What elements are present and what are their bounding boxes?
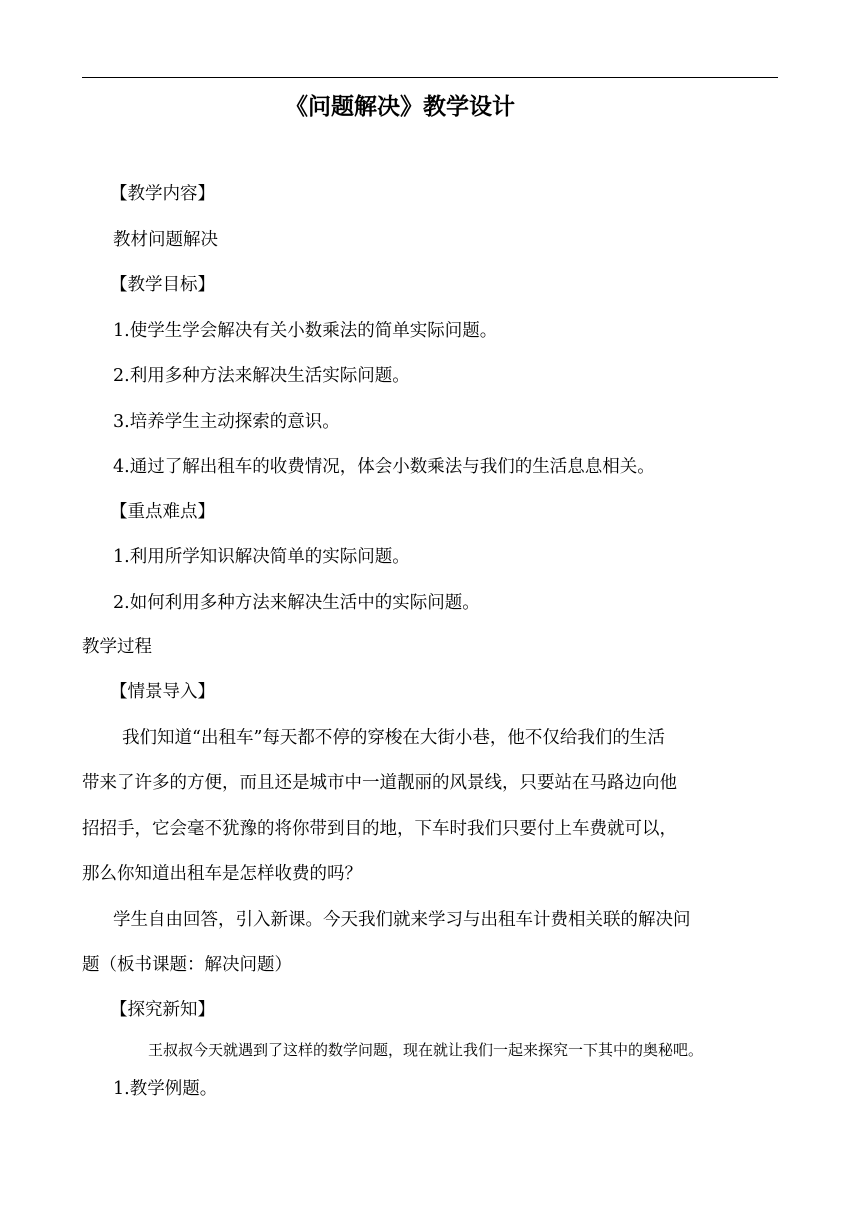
paragraph-line: 带来了许多的方便，而且还是城市中一道靓丽的风景线，只要站在马路边向他 bbox=[82, 773, 677, 793]
list-item: 2.如何利用多种方法来解决生活中的实际问题。 bbox=[113, 593, 480, 613]
header-rule bbox=[82, 77, 778, 78]
document-title: 《问题解决》教学设计 bbox=[285, 93, 515, 120]
section-heading-keypoints: 【重点难点】 bbox=[110, 502, 215, 522]
section-heading-content: 【教学内容】 bbox=[110, 184, 215, 204]
section-heading-explore: 【探究新知】 bbox=[110, 1000, 215, 1020]
paragraph-line: 招招手，它会毫不犹豫的将你带到目的地，下车时我们只要付上车费就可以， bbox=[82, 819, 677, 839]
list-item: 1.使学生学会解决有关小数乘法的简单实际问题。 bbox=[113, 321, 498, 341]
list-item: 1.利用所学知识解决简单的实际问题。 bbox=[113, 547, 410, 567]
section-heading-intro: 【情景导入】 bbox=[110, 682, 215, 702]
paragraph-line: 那么你知道出租车是怎样收费的吗？ bbox=[82, 864, 362, 884]
section-heading-process: 教学过程 bbox=[82, 637, 152, 657]
paragraph-line: 题（板书课题：解决问题） bbox=[82, 955, 292, 975]
paragraph-line: 王叔叔今天就遇到了这样的数学问题，现在就让我们一起来探究一下其中的奥秘吧。 bbox=[148, 1041, 704, 1059]
list-item: 2.利用多种方法来解决生活实际问题。 bbox=[113, 366, 410, 386]
paragraph-line: 教材问题解决 bbox=[113, 230, 218, 250]
paragraph-line: 学生自由回答，引入新课。今天我们就来学习与出租车计费相关联的解决问 bbox=[113, 910, 691, 930]
list-item: 1.教学例题。 bbox=[113, 1079, 218, 1099]
paragraph-line: 我们知道“出租车”每天都不停的穿梭在大街小巷，他不仅给我们的生活 bbox=[122, 728, 665, 748]
section-heading-objectives: 【教学目标】 bbox=[110, 275, 215, 295]
list-item: 4.通过了解出租车的收费情况，体会小数乘法与我们的生活息息相关。 bbox=[113, 457, 655, 477]
list-item: 3.培养学生主动探索的意识。 bbox=[113, 412, 340, 432]
